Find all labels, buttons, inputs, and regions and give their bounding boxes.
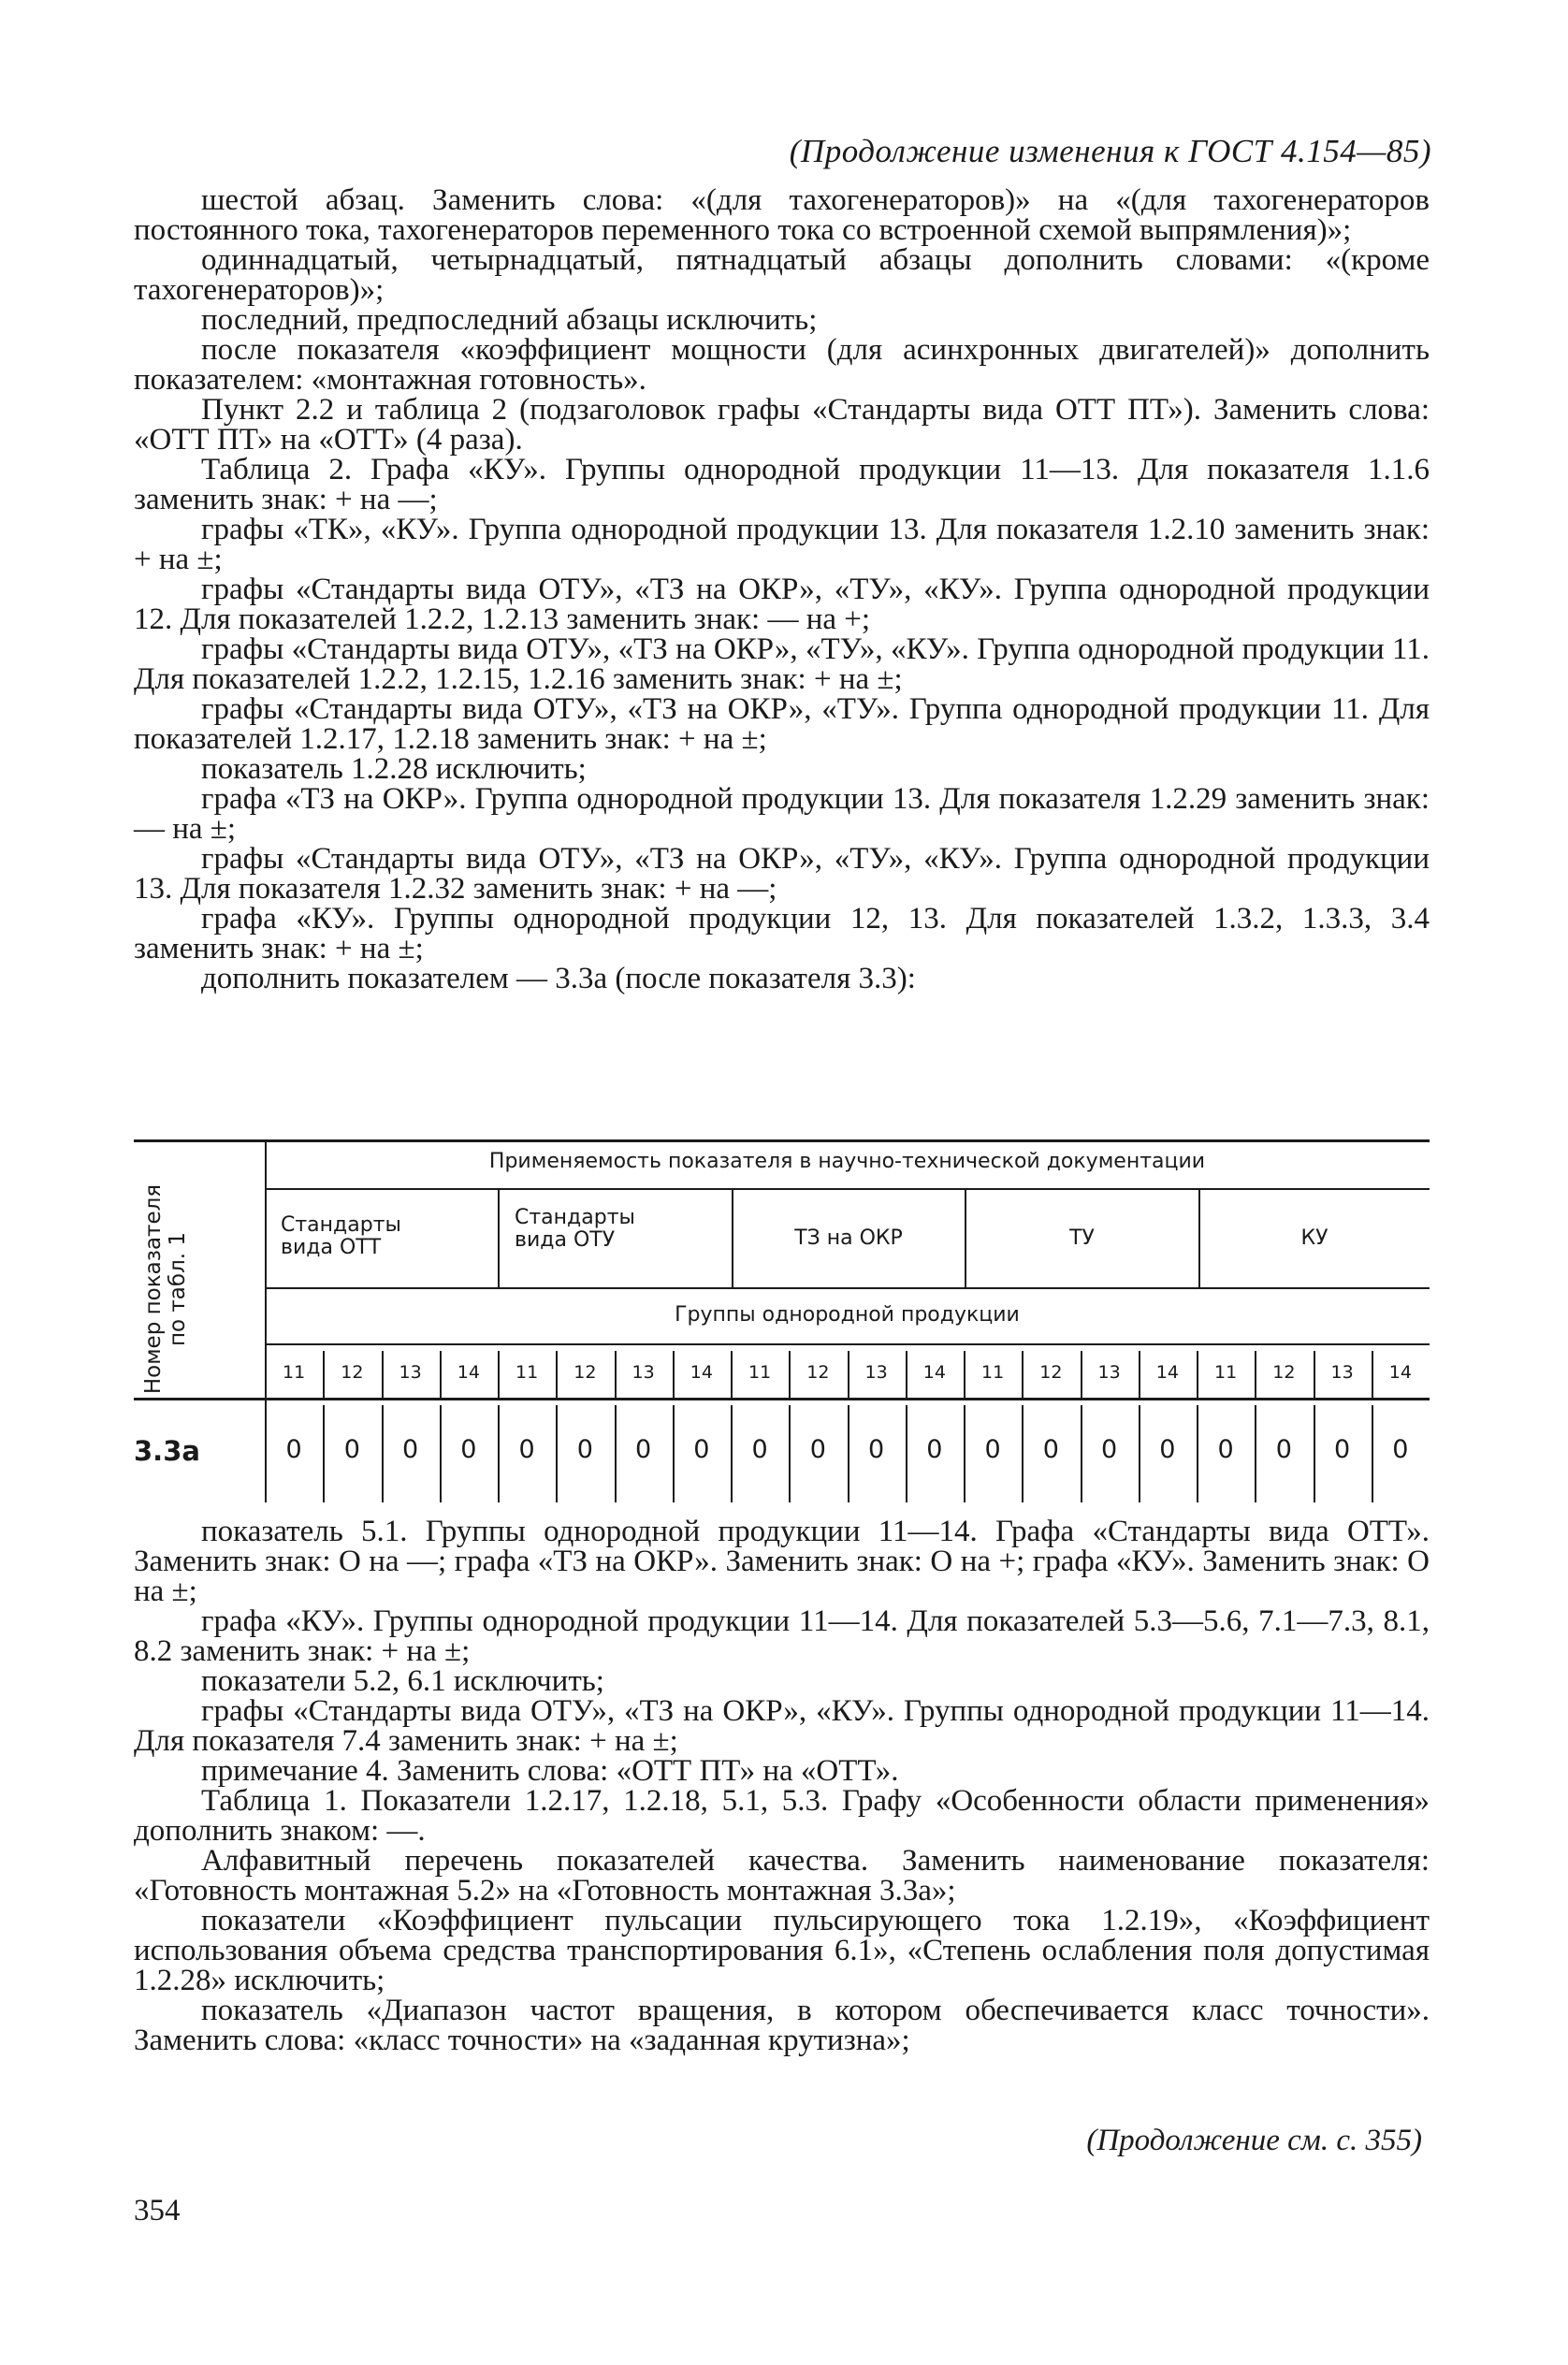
- table-rule: [673, 1405, 675, 1502]
- group-number: 14: [922, 1362, 946, 1383]
- table-cell-value: 0: [1217, 1435, 1234, 1464]
- table-rule: [1022, 1351, 1024, 1398]
- table-cell-value: 0: [285, 1435, 302, 1464]
- paragraph: графы «ТК», «КУ». Группа однородной продукции 13. Для показателя 1.2.10 заменить знак: + на ±;: [134, 513, 1430, 576]
- table-rule: [615, 1351, 617, 1398]
- column-header-ku: КУ: [1300, 1226, 1328, 1250]
- paragraph: Таблица 1. Показатели 1.2.17, 1.2.18, 5.1, 5.3. Графу «Особенности области применения» дополнить знаком: —.: [134, 1784, 1430, 1848]
- text-block-top: [134, 185, 1430, 994]
- table-rule: [1372, 1351, 1373, 1398]
- table-cell-value: 0: [576, 1435, 593, 1464]
- page-header: (Продолжение изменения к ГОСТ 4.154—85): [789, 133, 1431, 169]
- paragraph: графы «Стандарты вида ОТУ», «ТЗ на ОКР», «ТУ», «КУ». Группа однородной продукции 13. Для показателя 1.2.32 заменить знак: + на —;: [134, 842, 1430, 906]
- table-cell-value: 0: [1334, 1435, 1351, 1464]
- table-rule: [1314, 1351, 1315, 1398]
- group-number: 14: [1388, 1362, 1412, 1383]
- table-header-bottom-rule: [134, 1398, 1430, 1400]
- table-rule: [1139, 1405, 1140, 1502]
- column-header-otu: Стандарты вида ОТУ: [515, 1206, 635, 1252]
- table-rule: [731, 1351, 733, 1398]
- table-cell-value: 0: [984, 1435, 1001, 1464]
- paragraph: показатели 5.2, 6.1 исключить;: [201, 1664, 604, 1698]
- table-rule: [382, 1405, 384, 1502]
- paragraph: Пункт 2.2 и таблица 2 (подзаголовок графы «Стандарты вида ОТТ ПТ»). Заменить слова: «ОТТ ПТ» на «ОТТ» (4 раза).: [134, 393, 1430, 457]
- group-number: 13: [632, 1362, 655, 1383]
- table-rule: [498, 1188, 500, 1287]
- table-cell-value: 0: [926, 1435, 943, 1464]
- table-cell-value: 0: [693, 1435, 710, 1464]
- group-number: 12: [1039, 1362, 1063, 1383]
- group-number: 14: [690, 1362, 713, 1383]
- table-rule: [1255, 1351, 1256, 1398]
- group-number: 13: [399, 1362, 422, 1383]
- paragraph: графы «Стандарты вида ОТУ», «ТЗ на ОКР», «ТУ». Группа однородной продукции 11. Для показателей 1.2.17, 1.2.18 заменить знак: + на ±;: [134, 692, 1430, 756]
- table-rule: [964, 1351, 965, 1398]
- table-rule: [1197, 1351, 1198, 1398]
- table-rule: [265, 1405, 267, 1502]
- group-number: 12: [573, 1362, 597, 1383]
- table-rule: [1197, 1405, 1198, 1502]
- table-rule: [731, 1405, 733, 1502]
- table-cell-value: 0: [868, 1435, 885, 1464]
- text-block-bottom: [134, 1516, 1430, 2055]
- table-cell-value: 0: [343, 1435, 360, 1464]
- paragraph: показатель «Диапазон частот вращения, в котором обеспечивается класс точности». Заменить слова: «класс точности» на «заданная крутизна»;: [134, 1994, 1430, 2057]
- paragraph: графы «Стандарты вида ОТУ», «ТЗ на ОКР», «ТУ», «КУ». Группа однородной продукции 12. Для показателей 1.2.2, 1.2.13 заменить знак: — на +;: [134, 573, 1430, 636]
- table-rule: [498, 1351, 500, 1398]
- table-rule: [848, 1405, 849, 1502]
- table-cell-value: 0: [1392, 1435, 1409, 1464]
- table-cell-value: 0: [809, 1435, 826, 1464]
- group-number: 13: [1097, 1362, 1121, 1383]
- table-rule: [498, 1405, 500, 1502]
- table-cell-value: 0: [1101, 1435, 1118, 1464]
- table-rule: [556, 1351, 558, 1398]
- paragraph: одиннадцатый, четырнадцатый, пятнадцатый абзацы дополнить словами: «(кроме тахогенераторов)»;: [134, 243, 1430, 307]
- group-number: 14: [1155, 1362, 1179, 1383]
- paragraph: дополнить показателем — 3.3а (после показателя 3.3):: [201, 962, 916, 995]
- group-number: 12: [806, 1362, 830, 1383]
- paragraph: графа «ТЗ на ОКР». Группа однородной продукции 13. Для показателя 1.2.29 заменить знак: — на ±;: [134, 782, 1430, 846]
- page-number: 354: [134, 2194, 181, 2227]
- group-number: 11: [748, 1362, 772, 1383]
- table-rule: [265, 1287, 1430, 1289]
- paragraph: шестой абзац. Заменить слова: «(для тахогенераторов)» на «(для тахогенераторов постоянного тока, тахогенераторов переменного тока со встроенной схемой выпрямления)»;: [134, 183, 1430, 247]
- paragraph: графа «КУ». Группы однородной продукции 12, 13. Для показателей 1.3.2, 1.3.3, 3.4 заменить знак: + на ±;: [134, 902, 1430, 965]
- table-rule: [1255, 1405, 1256, 1502]
- table-rule: [556, 1405, 558, 1502]
- group-number: 14: [457, 1362, 480, 1383]
- table-rule: [789, 1351, 791, 1398]
- table-cell-value: 0: [1042, 1435, 1059, 1464]
- paragraph: показатель 5.1. Группы однородной продукции 11—14. Графа «Стандарты вида ОТТ». Заменить знак: О на —; графа «ТЗ на ОКР». Заменить знак: О на +; графа «КУ». Заменить знак: О на ±;: [134, 1515, 1430, 1608]
- table-rule: [382, 1351, 384, 1398]
- row-label: 3.3а: [134, 1435, 200, 1467]
- paragraph: показатель 1.2.28 исключить;: [201, 752, 587, 786]
- table-cell-value: 0: [751, 1435, 768, 1464]
- table-rule: [323, 1405, 325, 1502]
- group-number: 11: [1214, 1362, 1238, 1383]
- paragraph: последний, предпоследний абзацы исключить;: [201, 303, 818, 337]
- table-cell-value: 0: [460, 1435, 477, 1464]
- table-rule: [673, 1351, 675, 1398]
- table-cell-value: 0: [1275, 1435, 1292, 1464]
- paragraph: Таблица 2. Графа «КУ». Группы однородной продукции 11—13. Для показателя 1.1.6 заменить знак: + на —;: [134, 453, 1430, 516]
- group-number: 11: [981, 1362, 1005, 1383]
- continuation-note: (Продолжение см. с. 355): [1086, 2124, 1422, 2157]
- paragraph: графы «Стандарты вида ОТУ», «ТЗ на ОКР», «КУ». Группы однородной продукции 11—14. Для показателя 7.4 заменить знак: + на ±;: [134, 1694, 1430, 1758]
- paragraph: графа «КУ». Группы однородной продукции 11—14. Для показателей 5.3—5.6, 7.1—7.3, 8.1, 8.2 заменить знак: + на ±;: [134, 1604, 1430, 1668]
- column-header-tz: ТЗ на ОКР: [794, 1226, 903, 1250]
- table-rule: [1081, 1405, 1082, 1502]
- paragraph: примечание 4. Заменить слова: «ОТТ ПТ» на «ОТТ».: [201, 1754, 899, 1788]
- paragraph: графы «Стандарты вида ОТУ», «ТЗ на ОКР», «ТУ», «КУ». Группа однородной продукции 11. Для показателей 1.2.2, 1.2.15, 1.2.16 заменить знак: + на ±;: [134, 632, 1430, 696]
- table-rule: [440, 1405, 442, 1502]
- table-cell-value: 0: [1159, 1435, 1176, 1464]
- table-top-rule: [134, 1139, 1430, 1142]
- group-number: 12: [341, 1362, 364, 1383]
- table-rule: [964, 1405, 965, 1502]
- table-rule: [1372, 1405, 1373, 1502]
- paragraph: показатели «Коэффициент пульсации пульсирующего тока 1.2.19», «Коэффициент использования объема средства транспортирования 6.1», «Степень ослабления поля допустимая 1.2.28» исключить;: [134, 1904, 1430, 1997]
- table-rule: [789, 1405, 791, 1502]
- top-header: Применяемость показателя в научно-технической документации: [488, 1150, 1206, 1173]
- table-rule: [265, 1351, 267, 1398]
- group-number: 12: [1272, 1362, 1296, 1383]
- table-rule: [1081, 1351, 1082, 1398]
- table-rule: [615, 1405, 617, 1502]
- column-header-tu: ТУ: [1069, 1226, 1095, 1250]
- table-cell-value: 0: [518, 1435, 535, 1464]
- table-rule: [265, 1343, 1430, 1345]
- table-cell-value: 0: [402, 1435, 419, 1464]
- table-rule: [1139, 1351, 1140, 1398]
- table-cell-value: 0: [635, 1435, 652, 1464]
- table-rule: [440, 1351, 442, 1398]
- table-rule: [848, 1351, 849, 1398]
- paragraph: Алфавитный перечень показателей качества. Заменить наименование показателя: «Готовность монтажная 5.2» на «Готовность монтажная 3.3а»;: [134, 1844, 1430, 1908]
- table-rule: [323, 1351, 325, 1398]
- row-header: Номер показателя по табл. 1: [141, 1183, 190, 1395]
- groups-header: Группы однородной продукции: [675, 1303, 1020, 1327]
- column-header-ott: Стандарты вида ОТТ: [281, 1213, 401, 1259]
- table-rule: [1022, 1405, 1024, 1502]
- table-rule: [906, 1405, 907, 1502]
- group-number: 11: [283, 1362, 306, 1383]
- group-number: 13: [1330, 1362, 1354, 1383]
- group-number: 13: [864, 1362, 888, 1383]
- table-rule: [906, 1351, 907, 1398]
- table-rule: [1314, 1405, 1315, 1502]
- table-rule: [265, 1188, 1430, 1190]
- paragraph: после показателя «коэффициент мощности (для асинхронных двигателей)» дополнить показателем: «монтажная готовность».: [134, 333, 1430, 397]
- group-number: 11: [515, 1362, 539, 1383]
- indicator-table: [134, 1139, 1430, 1502]
